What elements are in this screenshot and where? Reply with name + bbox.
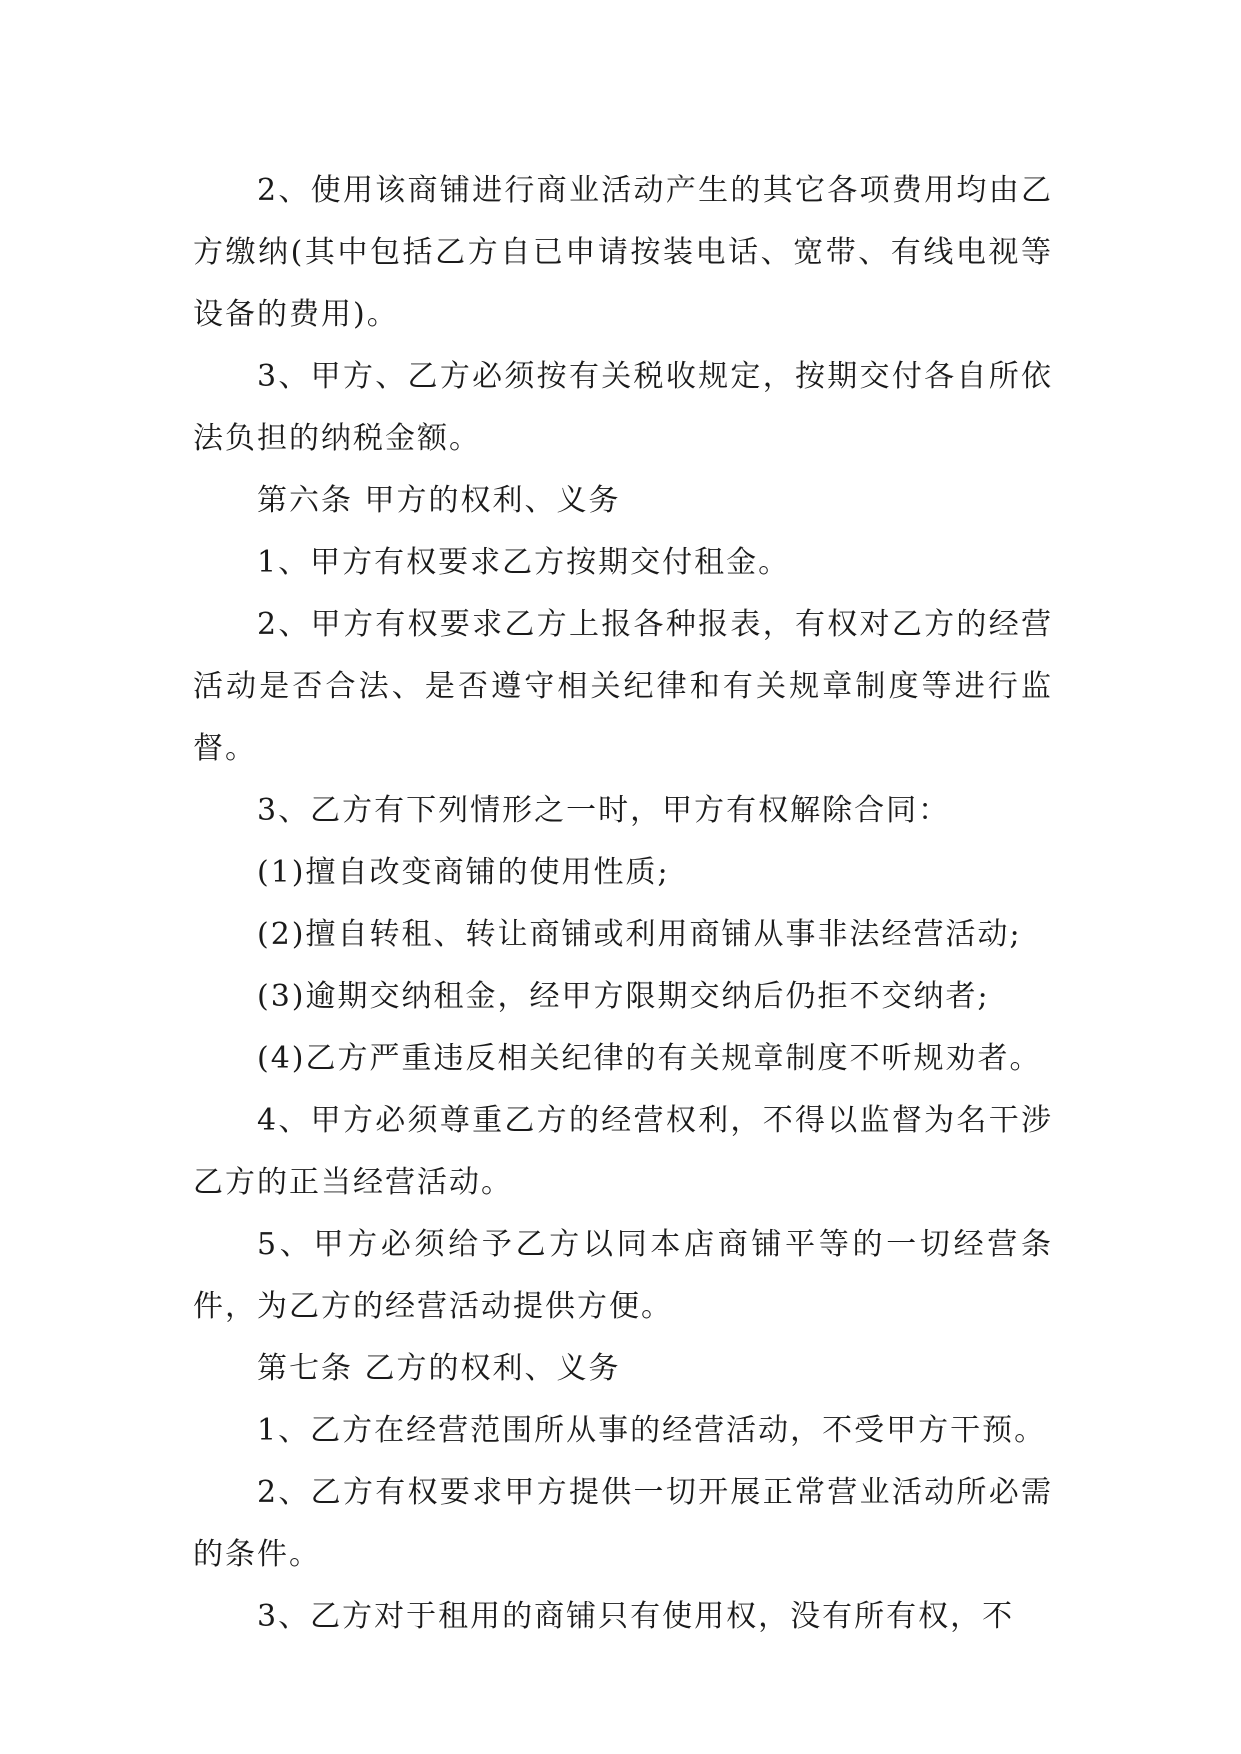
article-6-item-3: 3、乙方有下列情形之一时，甲方有权解除合同： (257, 793, 951, 828)
article-6-item-3-sub-1: (1)擅自改变商铺的使用性质; (257, 855, 670, 890)
article-6-item-4: 4、甲方必须尊重乙方的经营权利，不得以监督为名干涉乙方的正当经营活动。 (193, 1103, 1053, 1200)
article-7-item-2: 2、乙方有权要求甲方提供一切开展正常营业活动所必需的条件。 (193, 1475, 1053, 1572)
article-6-item-3-sub-4: (4)乙方严重违反相关纪律的有关规章制度不听规劝者。 (257, 1041, 1042, 1076)
article-6-item-1: 1、甲方有权要求乙方按期交付租金。 (257, 545, 791, 580)
article-6-item-3-sub-3: (3)逾期交纳租金，经甲方限期交纳后仍拒不交纳者; (257, 979, 990, 1014)
article-6-item-2: 2、甲方有权要求乙方上报各种报表，有权对乙方的经营活动是否合法、是否遵守相关纪律和有关规章制度等进行监督。 (193, 607, 1053, 766)
article-7-item-3: 3、乙方对于租用的商铺只有使用权，没有所有权，不 (257, 1599, 1015, 1634)
article-6-heading: 第六条 甲方的权利、义务 (257, 483, 621, 518)
paragraph-tax: 3、甲方、乙方必须按有关税收规定，按期交付各自所依法负担的纳税金额。 (193, 359, 1053, 456)
article-7-item-1: 1、乙方在经营范围所从事的经营活动，不受甲方干预。 (257, 1413, 1047, 1448)
document-body (193, 160, 1053, 1648)
article-7-heading: 第七条 乙方的权利、义务 (257, 1351, 621, 1386)
article-6-item-5: 5、甲方必须给予乙方以同本店商铺平等的一切经营条件，为乙方的经营活动提供方便。 (193, 1227, 1053, 1324)
paragraph-fee-payment: 2、使用该商铺进行商业活动产生的其它各项费用均由乙方缴纳(其中包括乙方自已申请按装电话、宽带、有线电视等设备的费用)。 (193, 173, 1053, 332)
article-6-item-3-sub-2: (2)擅自转租、转让商铺或利用商铺从事非法经营活动; (257, 917, 1022, 952)
